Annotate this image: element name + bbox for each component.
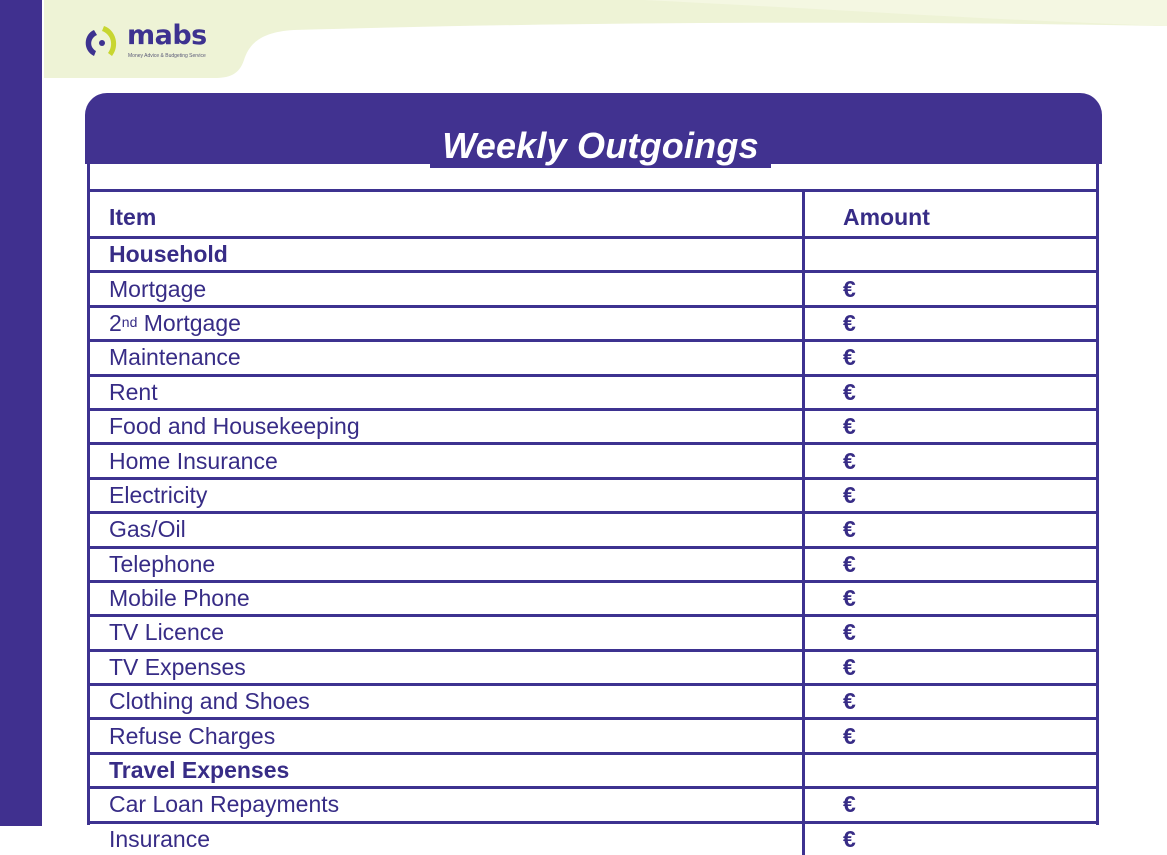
item-cell: Mobile Phone (109, 585, 250, 612)
table-row (89, 546, 1097, 580)
item-cell: Car Loan Repayments (109, 791, 340, 818)
table-row (89, 270, 1097, 304)
item-cell: Insurance (109, 825, 211, 852)
table-row (89, 786, 1097, 820)
amount-cell[interactable]: € (802, 514, 1097, 545)
item-cell: 2 $^{nd}$ Mortgage (109, 309, 241, 336)
amount-cell[interactable]: € (802, 617, 1097, 648)
table-row (89, 305, 1097, 339)
item-cell: TV Licence (109, 619, 225, 646)
amount-cell[interactable] (802, 239, 1097, 270)
table-row (89, 614, 1097, 648)
outgoings-table (89, 189, 1097, 855)
column-header-amount: Amount (802, 192, 1097, 236)
amount-cell[interactable]: € (802, 342, 1097, 373)
item-label: Mortgage (143, 309, 241, 336)
left-accent-bar (0, 0, 42, 826)
amount-cell[interactable]: € (802, 720, 1097, 751)
section-row-household (89, 236, 1097, 270)
item-cell: Mortgage (109, 275, 207, 302)
logo-mark-icon (80, 22, 120, 62)
table-row (89, 477, 1097, 511)
table-row (89, 374, 1097, 408)
item-cell: Electricity (109, 481, 208, 508)
logo-wordmark: mabs (127, 20, 207, 51)
item-cell: Refuse Charges (109, 722, 276, 749)
item-cell: Home Insurance (109, 447, 278, 474)
mabs-logo (80, 22, 220, 62)
title-box (430, 120, 771, 168)
item-cell: Gas/Oil (109, 516, 186, 543)
table-row (89, 717, 1097, 751)
item-cell: Food and Housekeeping (109, 413, 360, 440)
amount-cell[interactable]: € (802, 273, 1097, 304)
amount-cell[interactable]: € (802, 549, 1097, 580)
item-prefix: 2 (109, 309, 122, 336)
table-row (89, 649, 1097, 683)
logo-tagline: Money Advice & Budgeting Service (128, 53, 206, 59)
table-row (89, 339, 1097, 373)
item-cell: Maintenance (109, 344, 241, 371)
item-cell: Rent (109, 378, 158, 405)
table-row (89, 511, 1097, 545)
table-row (89, 408, 1097, 442)
amount-cell[interactable]: € (802, 445, 1097, 476)
amount-cell[interactable]: € (802, 583, 1097, 614)
table-header-row (89, 189, 1097, 236)
amount-cell[interactable]: € (802, 686, 1097, 717)
amount-cell[interactable]: € (802, 652, 1097, 683)
table-row (89, 821, 1097, 855)
table-row (89, 442, 1097, 476)
table-row (89, 580, 1097, 614)
section-label: Travel Expenses (109, 757, 290, 784)
amount-cell[interactable]: € (802, 789, 1097, 820)
table-row (89, 683, 1097, 717)
column-header-item: Item (109, 203, 157, 230)
amount-cell[interactable]: € (802, 480, 1097, 511)
section-label: Household (109, 241, 228, 268)
item-cell: Clothing and Shoes (109, 688, 310, 715)
amount-cell[interactable]: € (802, 308, 1097, 339)
amount-cell[interactable]: € (802, 824, 1097, 855)
section-row-travel (89, 752, 1097, 786)
amount-cell[interactable]: € (802, 377, 1097, 408)
amount-cell[interactable] (802, 755, 1097, 786)
page-title: Weekly Outgoings (442, 125, 759, 166)
item-cell: Telephone (109, 550, 216, 577)
item-cell: TV Expenses (109, 653, 246, 680)
amount-cell[interactable]: € (802, 411, 1097, 442)
